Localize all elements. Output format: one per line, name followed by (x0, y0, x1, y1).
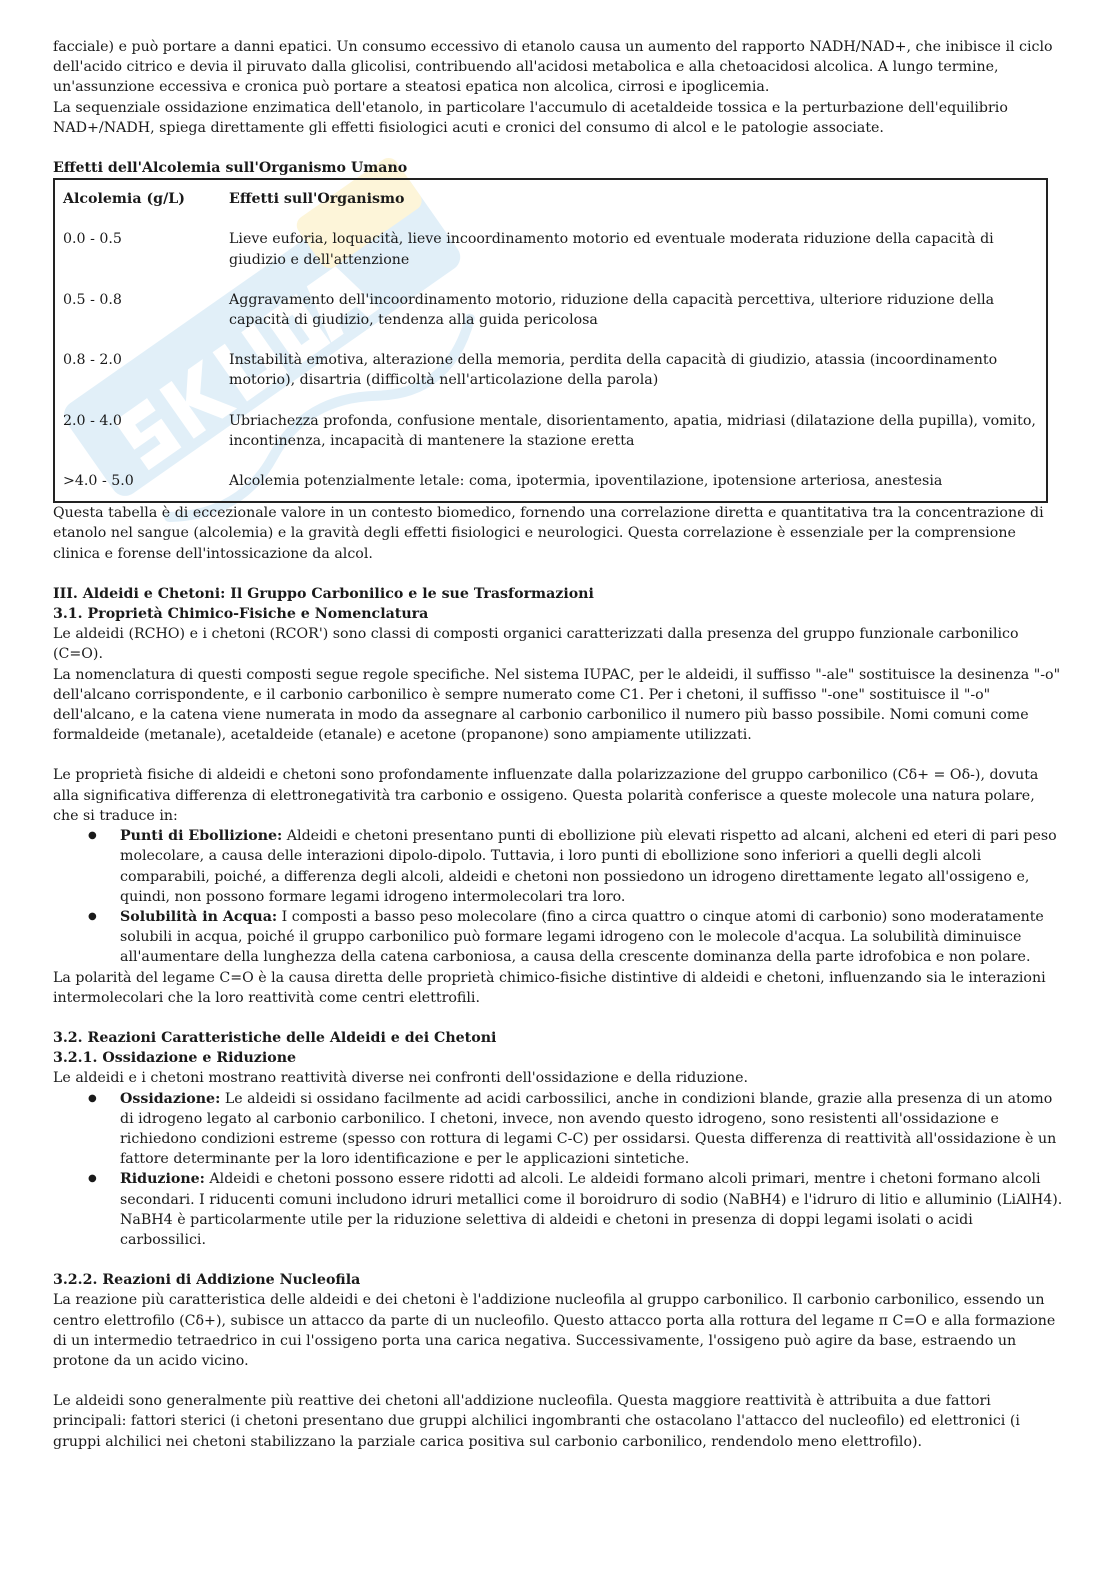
list-item-text: I composti a basso peso molecolare (fino a circa quattro o cinque atomi di carbonio) sono moderatamente solubili in acqua, poiché il gruppo carbonilico può formare legami idrogeno con le molecole d'acqua. La solubilità diminuisce all'aumentare della lunghezza della catena carboniosa, a causa della crescente dominanza della parte idrofobica e non polare. (120, 908, 1044, 966)
list-item-label: Ossidazione: (120, 1090, 221, 1107)
table-cell-range: 0.5 - 0.8 (63, 291, 122, 308)
section-3-1-paragraph-2: La nomenclatura di questi composti segue regole specifiche. Nel sistema IUPAC, per le aldeidi, il suffisso "-ale" sostituisce la desinenza "-o" dell'alcano corrispondente, e il carbonio carbonilico è sempre numerato come C1. Per i chetoni, il suffisso "-one" sostituisce il "-o" dell'alcano, e la catena viene numerata in modo da assegnare al carbonio carbonilico il numero più basso possibile. Nomi comuni come formaldeide (metanale), acetaldeide (etanale) e acetone (propanone) sono ampiamente utilizzati. (53, 666, 1061, 744)
intro-paragraph-2: La sequenziale ossidazione enzimatica dell'etanolo, in particolare l'accumulo di acetaldeide tossica e la perturbazione dell'equilibrio NAD+/NADH, spiega direttamente gli effetti fisiologici acuti e cronici del consumo di alcol e le patologie associate. (53, 99, 1008, 136)
table-cell-effect: Aggravamento dell'incoordinamento motorio, riduzione della capacità percettiva, ulteriore riduzione della capacità di giudizio, tendenza alla guida pericolosa (229, 291, 995, 329)
table-row (55, 401, 1046, 461)
section-3-2-2-paragraph-2: Le aldeidi sono generalmente più reattive dei chetoni all'addizione nucleofila. Questa maggiore reattività è attribuita a due fattori principali: fattori sterici (i chetoni presentano due gruppi alchilici ingombranti che ostacolano l'attacco del nucleofilo) ed elettronici (i gruppi alchilici nei chetoni stabilizzano la parziale carica positiva sul carbonio carbonilico, rendendolo meno elettrofilo). (53, 1393, 1020, 1450)
list-item-text: Le aldeidi si ossidano facilmente ad acidi carbossilici, anche in condizioni blande, grazie alla presenza di un atomo di idrogeno legato al carbonio carbonilico. I chetoni, invece, non avendo questo idrogeno, sono resistenti all'ossidazione e richiedono condizioni estreme (spesso con rottura di legami C-C) per ossidarsi. Questa differenza di reattività all'ossidazione è un fattore determinante per la loro identificazione e per le applicazioni sintetiche. (120, 1090, 1057, 1168)
table-header-effetti: Effetti sull'Organismo (229, 191, 405, 208)
section-3-2-1-title: 3.2.1. Ossidazione e Riduzione (53, 1050, 297, 1067)
list-item (120, 826, 1063, 907)
table-row (55, 340, 1046, 400)
table-cell-range: >4.0 - 5.0 (63, 473, 134, 490)
list-item-text: Aldeidi e chetoni presentano punti di ebollizione più elevati rispetto ad alcani, alcheni ed eteri di pari peso molecolare, a causa delle interazioni dipolo-dipolo. Tuttavia, i loro punti di ebollizione sono inferiori a quelli degli alcoli comparabili, poiché, a differenza degli alcoli, aldeidi e chetoni non possiedono un idrogeno direttamente legato all'ossigeno e, quindi, non possono formare legami idrogeno intermolecolari tra loro. (120, 828, 1057, 905)
section-3-1-paragraph-1: Le aldeidi (RCHO) e i chetoni (RCOR') sono classi di composti organici caratterizzati dalla presenza del gruppo funzionale carbonilico (C=O). (53, 626, 1019, 663)
table-title: Effetti dell'Alcolemia sull'Organismo Umano (53, 160, 408, 177)
list-item-label: Punti di Ebollizione: (120, 828, 283, 845)
table-row (55, 461, 1046, 501)
table-note: Questa tabella è di eccezionale valore in un contesto biomedico, fornendo una correlazione diretta e quantitativa tra la concentrazione di etanolo nel sangue (alcolemia) e la gravità degli effetti fisiologici e neurologici. Questa correlazione è essenziale per la comprensione clinica e forense dell'intossicazione da alcol. (53, 505, 1044, 562)
section-3-2-title: 3.2. Reazioni Caratteristiche delle Aldeidi e dei Chetoni (53, 1029, 497, 1046)
table-row (55, 280, 1046, 340)
alcolemia-table (53, 178, 1048, 503)
section-3-2-2-paragraph-1: La reazione più caratteristica delle aldeidi e dei chetoni è l'addizione nucleofila al gruppo carbonilico. Il carbonio carbonilico, essendo un centro elettrofilo (Cδ+), subisce un attacco da parte di un nucleofilo. Questo attacco porta alla rottura del legame π C=O e alla formazione di un intermedio tetraedrico in cui l'ossigeno porta una carica negativa. Successivamente, l'ossigeno può agire da base, estraendo un protone da un acido vicino. (53, 1292, 1056, 1369)
list-item (120, 1169, 1063, 1250)
section-3-1-paragraph-3: Le proprietà fisiche di aldeidi e chetoni sono profondamente influenzate dalla polarizzazione del gruppo carbonilico (Cδ+ = Oδ-), dovuta alla significativa differenza di elettronegatività tra carbonio e ossigeno. Questa polarità conferisce a queste molecole una natura polare, che si traduce in: (53, 767, 1039, 824)
table-cell-effect: Instabilità emotiva, alterazione della memoria, perdita della capacità di giudizio, atassia (incoordinamento motorio), disartria (difficoltà nell'articolazione della parola) (229, 352, 998, 389)
section-3-title: III. Aldeidi e Chetoni: Il Gruppo Carbonilico e le sue Trasformazioni (53, 585, 594, 602)
table-cell-range: 0.8 - 2.0 (63, 352, 122, 369)
table-header-row (55, 180, 1046, 219)
section-3-2-2-title: 3.2.2. Reazioni di Addizione Nucleofila (53, 1272, 361, 1289)
document-page (53, 37, 1063, 1452)
intro-paragraph-1: facciale) e può portare a danni epatici. Un consumo eccessivo di etanolo causa un aumento del rapporto NADH/NAD+, che inibisce il ciclo dell'acido citrico e devia il piruvato dalla glicolisi, contribuendo all'acidosi metabolica e alla chetoacidosi alcolica. A lungo termine, un'assunzione eccessiva e cronica può portare a steatosi epatica non alcolica, cirrosi e ipoglicemia. (53, 39, 1053, 96)
section-3-2-1-paragraph-1: Le aldeidi e i chetoni mostrano reattività diverse nei confronti dell'ossidazione e della riduzione. (53, 1070, 748, 1087)
list-item (120, 907, 1063, 968)
redox-list (53, 1089, 1063, 1251)
table-cell-range: 2.0 - 4.0 (63, 412, 122, 429)
table-cell-range: 0.0 - 0.5 (63, 231, 122, 248)
list-item (120, 1089, 1063, 1170)
table-cell-effect: Lieve euforia, loquacità, lieve incoordinamento motorio ed eventuale moderata riduzione della capacità di giudizio e dell'attenzione (229, 231, 994, 268)
list-item-label: Riduzione: (120, 1171, 205, 1188)
table-header-alcolemia: Alcolemia (g/L) (63, 191, 185, 208)
table-cell-effect: Alcolemia potenzialmente letale: coma, ipotermia, ipoventilazione, ipotensione arteriosa, anestesia (229, 473, 943, 490)
list-item-text: Aldeidi e chetoni possono essere ridotti ad alcoli. Le aldeidi formano alcoli primari, mentre i chetoni formano alcoli secondari. I riducenti comuni includono idruri metallici come il boroidruro di sodio (NaBH4) e l'idruro di litio e alluminio (LiAlH4). NaBH4 è particolarmente utile per la riduzione selettiva di aldeidi e chetoni in presenza di doppi legami isolati o acidi carbossilici. (120, 1171, 1063, 1248)
section-3-1-title: 3.1. Proprietà Chimico-Fisiche e Nomenclatura (53, 606, 429, 623)
list-item-label: Solubilità in Acqua: (120, 908, 278, 925)
properties-list (53, 826, 1063, 967)
table-cell-effect: Ubriachezza profonda, confusione mentale, disorientamento, apatia, midriasi (dilatazione della pupilla), vomito, incontinenza, incapacità di mantenere la stazione eretta (229, 412, 1036, 449)
section-3-1-paragraph-4: La polarità del legame C=O è la causa diretta delle proprietà chimico-fisiche distintive di aldeidi e chetoni, influenzando sia le interazioni intermolecolari che la loro reattività come centri elettrofili. (53, 969, 1046, 1006)
table-row (55, 219, 1046, 279)
